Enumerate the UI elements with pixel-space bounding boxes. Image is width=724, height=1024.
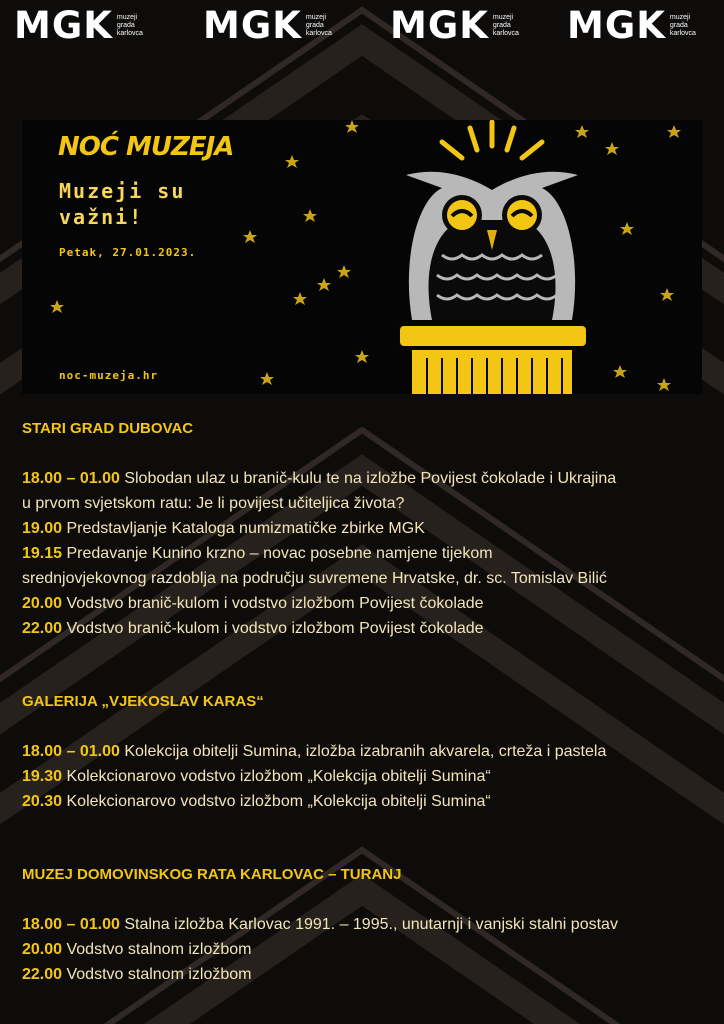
event-time: 22.00: [22, 966, 63, 983]
logo-sub-line: grada: [116, 22, 135, 29]
logo-mark: MGK: [390, 4, 489, 47]
event-line: [22, 937, 251, 962]
event-line: [22, 591, 484, 616]
event-line: [22, 466, 616, 491]
event-time: 19.30: [22, 768, 63, 785]
event-time: 20.00: [22, 941, 63, 958]
logo-sub-line: muzeji: [116, 14, 138, 21]
mgk-logo: [567, 6, 696, 46]
event-text: Vodstvo branič-kulom i vodstvo izložbom Povijest čokolade: [62, 595, 484, 612]
event-text: Kolekcionarovo vodstvo izložbom „Kolekcija obitelji Sumina“: [62, 768, 491, 785]
event-text: Predstavljanje Kataloga numizmatičke zbirke MGK: [62, 520, 425, 537]
logo-subtitle: [670, 14, 696, 38]
event-text: Vodstvo stalnom izložbom: [62, 966, 252, 983]
brand-logo: NOĆ MUZEJA: [58, 132, 234, 162]
mgk-logo: [14, 6, 143, 46]
event-time: 19.00: [22, 520, 63, 537]
event-line: [22, 912, 618, 937]
event-line: [22, 616, 484, 641]
event-time: 20.30: [22, 793, 63, 810]
logo-sub-line: grada: [669, 22, 688, 29]
logo-subtitle: [117, 14, 143, 38]
event-text: Stalna izložba Karlovac 1991. – 1995., unutarnji i vanjski stalni postav: [119, 916, 618, 933]
section-title: STARI GRAD DUBOVAC: [22, 420, 194, 437]
logo-sub-line: muzeji: [669, 14, 691, 21]
logo-subtitle: [493, 14, 519, 38]
logo-mark: MGK: [203, 4, 302, 47]
event-line: [22, 541, 493, 566]
event-line: [22, 566, 607, 591]
event-time: 20.00: [22, 595, 63, 612]
logo-sub-line: grada: [305, 22, 324, 29]
event-line: [22, 789, 491, 814]
logo-row: [0, 6, 724, 50]
event-time: 18.00 – 01.00: [22, 470, 120, 487]
event-line: [22, 764, 491, 789]
event-banner: [22, 120, 702, 394]
section-title: GALERIJA „VJEKOSLAV KARAS“: [22, 693, 264, 710]
mgk-logo: [390, 6, 519, 46]
event-text: Predavanje Kunino krzno – novac posebne namjene tijekom: [62, 545, 493, 562]
event-line: [22, 739, 606, 764]
logo-mark: MGK: [14, 4, 113, 47]
event-text: Vodstvo branič-kulom i vodstvo izložbom Povijest čokolade: [62, 620, 484, 637]
logo-sub-line: muzeji: [492, 14, 514, 21]
logo-sub-line: grada: [492, 22, 511, 29]
banner-website: noc-muzeja.hr: [59, 369, 159, 382]
event-text: u prvom svjetskom ratu: Je li povijest učiteljica života?: [22, 495, 405, 512]
event-line: [22, 516, 425, 541]
event-text: Slobodan ulaz u branič-kulu te na izložbe Povijest čokolade i Ukrajina: [119, 470, 617, 487]
banner-headline: Muzeji su važni!: [59, 179, 186, 229]
event-text: Vodstvo stalnom izložbom: [62, 941, 252, 958]
event-text: Kolekcionarovo vodstvo izložbom „Kolekcija obitelji Sumina“: [62, 793, 491, 810]
logo-sub-line: karlovca: [492, 30, 519, 37]
mgk-logo: [203, 6, 332, 46]
event-text: srednjovjekovnog razdoblja na području suvremene Hrvatske, dr. sc. Tomislav Bilić: [22, 570, 607, 587]
logo-sub-line: karlovca: [305, 30, 332, 37]
logo-subtitle: [306, 14, 332, 38]
logo-mark: MGK: [567, 4, 666, 47]
event-line: [22, 962, 251, 987]
logo-sub-line: karlovca: [116, 30, 143, 37]
event-time: 18.00 – 01.00: [22, 743, 120, 760]
banner-date: Petak, 27.01.2023.: [59, 246, 197, 259]
event-text: Kolekcija obitelji Sumina, izložba izabranih akvarela, crteža i pastela: [119, 743, 607, 760]
logo-sub-line: muzeji: [305, 14, 327, 21]
event-time: 22.00: [22, 620, 63, 637]
section-title: MUZEJ DOMOVINSKOG RATA KARLOVAC – TURANJ: [22, 866, 402, 883]
logo-sub-line: karlovca: [669, 30, 696, 37]
event-time: 18.00 – 01.00: [22, 916, 120, 933]
event-time: 19.15: [22, 545, 63, 562]
event-line: [22, 491, 404, 516]
